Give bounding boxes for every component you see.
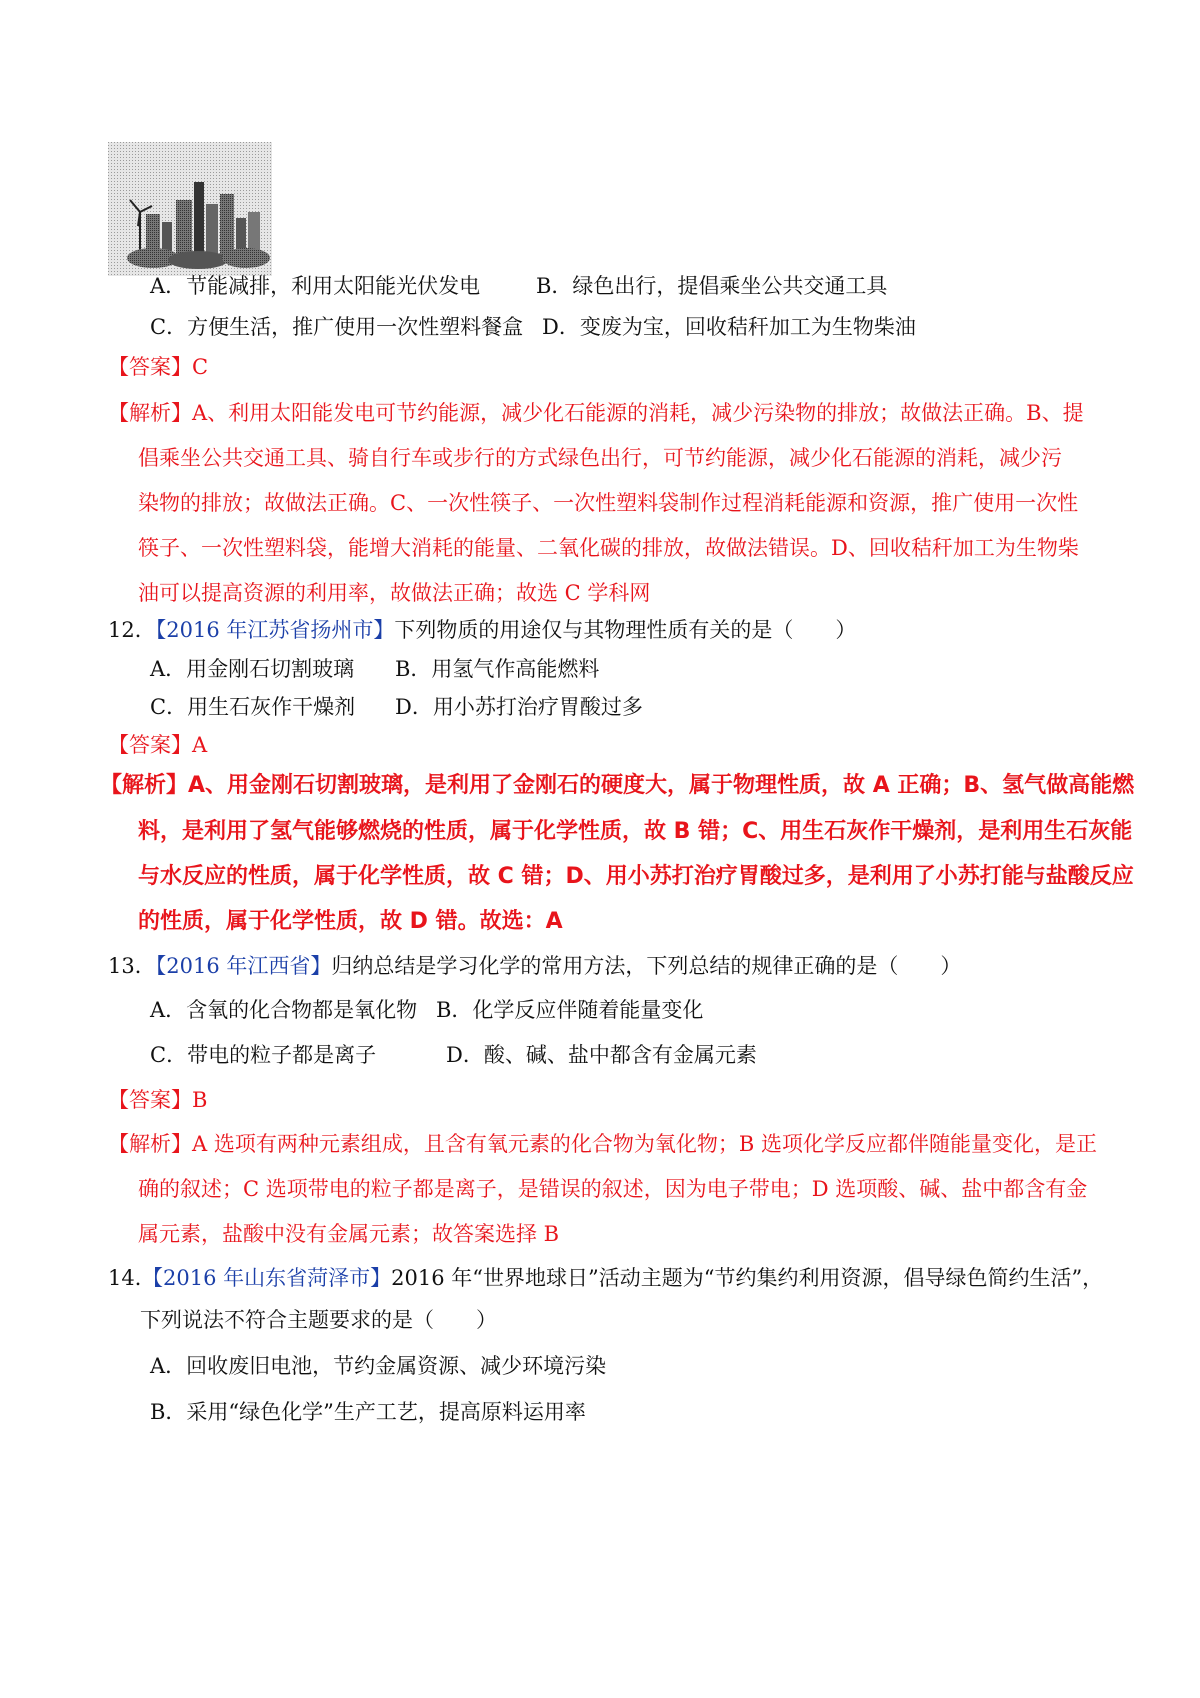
q11-option-b: B．绿色出行，提倡乘坐公共交通工具: [536, 274, 888, 298]
q12-analysis-line-2: 料，是利用了氢气能够燃烧的性质，属于化学性质，故 B 错；C、用生石灰作干燥剂，是利用生石灰能: [138, 819, 1133, 844]
question-text: 2016 年“世界地球日”活动主题为“节约集约利用资源，倡导绿色简约生活”，: [391, 1266, 1104, 1290]
analysis-text: A 选项有两种元素组成，且含有氧元素的化合物为氧化物；B 选项化学反应都伴随能量变化，是正: [192, 1132, 1097, 1156]
q11-answer: [108, 353, 208, 381]
q12-option-b: B．用氢气作高能燃料: [395, 657, 600, 681]
q12-answer: [108, 731, 207, 759]
q12-option-a: A．用金刚石切割玻璃: [150, 657, 355, 681]
city-skyline-illustration: [108, 142, 272, 276]
answer-value: C: [192, 355, 209, 379]
answer-label: 【答案】: [108, 355, 192, 379]
answer-label: 【答案】: [108, 733, 192, 757]
analysis-label: 【解析】: [108, 401, 192, 425]
q13-option-c: C．带电的粒子都是离子: [150, 1043, 377, 1067]
q13-analysis-line-1: [108, 1130, 1097, 1158]
question-number: 14．: [108, 1266, 156, 1290]
q12-option-c: C．用生石灰作干燥剂: [150, 695, 356, 719]
q12-stem: [108, 616, 856, 644]
q11-analysis-line-5: 油可以提高资源的利用率，故做法正确；故选 C 学科网: [138, 581, 651, 605]
q13-analysis-line-3: 属元素，盐酸中没有金属元素；故答案选择 B: [138, 1222, 560, 1246]
analysis-label: 【解析】: [108, 1132, 192, 1156]
q13-answer: [108, 1086, 207, 1114]
q11-option-c: C．方便生活，推广使用一次性塑料餐盒: [150, 315, 524, 339]
q12-option-d: D．用小苏打治疗胃酸过多: [395, 695, 643, 719]
q12-analysis-line-3: 与水反应的性质，属于化学性质，故 C 错；D、用小苏打治疗胃酸过多，是利用了小苏打能与盐酸反应: [138, 864, 1134, 889]
q14-option-b: B．采用“绿色化学”生产工艺，提高原料运用率: [150, 1400, 586, 1424]
q12-analysis-line-1: 【解析】A、用金刚石切割玻璃，是利用了金刚石的硬度大，属于物理性质，故 A 正确；B、氢气做高能燃: [100, 773, 1135, 798]
question-source: 【2016 年山东省菏泽市】: [142, 1266, 392, 1290]
q11-analysis-line-2: 倡乘坐公共交通工具、骑自行车或步行的方式绿色出行，可节约能源，减少化石能源的消耗，减少污: [138, 446, 1062, 470]
question-text: 下列物质的用途仅与其物理性质有关的是（ ）: [394, 618, 857, 642]
analysis-text: A、利用太阳能发电可节约能源，减少化石能源的消耗，减少污染物的排放；故做法正确。B、提: [192, 401, 1084, 425]
q11-option-d: D．变废为宝，回收秸秆加工为生物柴油: [542, 315, 916, 339]
question-number: 13．: [108, 954, 156, 978]
q11-analysis-line-1: [108, 399, 1084, 427]
question-number: 12．: [108, 618, 156, 642]
q14-stem-continued: 下列说法不符合主题要求的是（ ）: [140, 1308, 497, 1332]
q11-option-a: A．节能减排，利用太阳能光伏发电: [150, 274, 481, 298]
q11-analysis-line-4: 筷子、一次性塑料袋，能增大消耗的能量、二氧化碳的排放，故做法错误。D、回收秸秆加工为生物柴: [138, 536, 1079, 560]
answer-value: A: [192, 733, 208, 757]
q13-option-d: D．酸、碱、盐中都含有金属元素: [446, 1043, 757, 1067]
question-source: 【2016 年江苏省扬州市】: [155, 618, 395, 642]
q14-option-a: A．回收废旧电池，节约金属资源、减少环境污染: [150, 1354, 607, 1378]
q13-option-b: B．化学反应伴随着能量变化: [436, 998, 704, 1022]
answer-label: 【答案】: [108, 1088, 192, 1112]
question-source: 【2016 年江西省】: [155, 954, 332, 978]
q13-analysis-line-2: 确的叙述；C 选项带电的粒子都是离子，是错误的叙述，因为电子带电；D 选项酸、碱、盐中都含有金: [138, 1177, 1088, 1201]
q12-analysis-line-4: 的性质，属于化学性质，故 D 错。故选：A: [138, 909, 563, 934]
q13-stem: [108, 952, 961, 980]
q11-analysis-line-3: 染物的排放；故做法正确。C、一次性筷子、一次性塑料袋制作过程消耗能源和资源，推广使用一次性: [138, 491, 1079, 515]
q13-option-a: A．含氧的化合物都是氧化物: [150, 998, 418, 1022]
answer-value: B: [192, 1088, 208, 1112]
q14-stem: [108, 1264, 1103, 1292]
question-text: 归纳总结是学习化学的常用方法，下列总结的规律正确的是（ ）: [331, 954, 962, 978]
